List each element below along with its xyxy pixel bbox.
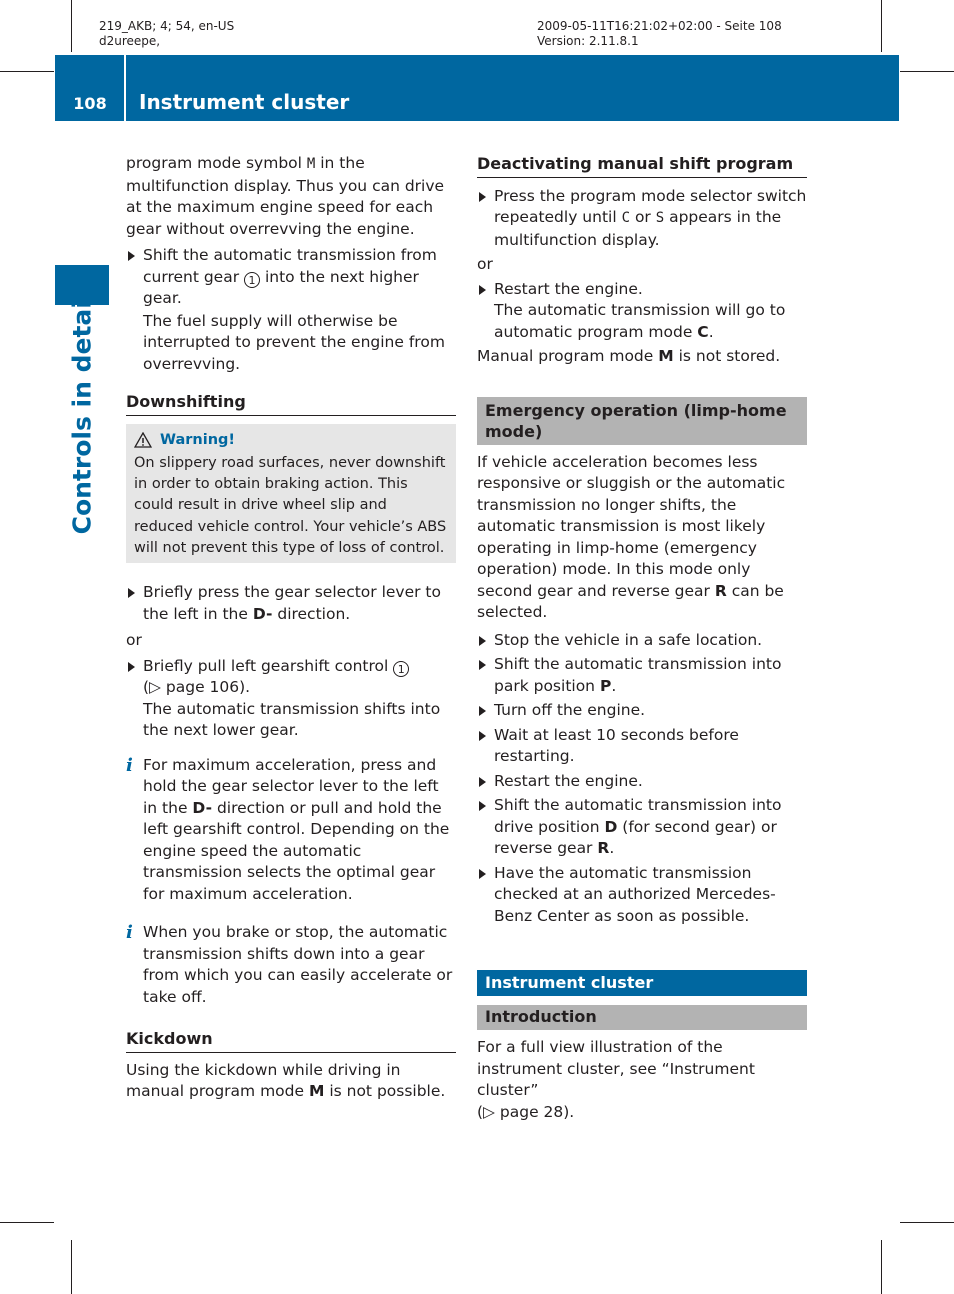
warning-box <box>126 424 456 564</box>
warning-text: On slippery road surfaces, never downshift in order to obtain braking action. This could result in drive wheel slip and reduced vehicle control. Your vehicle’s ABS will not prevent this type of loss of control. <box>134 454 447 556</box>
print-meta-left <box>99 19 234 49</box>
list-item: Turn off the engine. <box>477 700 807 722</box>
section-heading-emergency: Emergency operation (limp-home mode) <box>477 397 807 445</box>
meta-line: d2ureepe, <box>99 34 161 48</box>
section-heading-downshifting: Downshifting <box>126 391 456 416</box>
info-note: i When you brake or stop, the automatic transmission shifts down into a gear from which you can easily accelerate or take off. <box>126 922 453 1006</box>
bullet-arrow-icon <box>479 801 486 811</box>
bullet-arrow-icon <box>128 588 135 598</box>
info-note: i For maximum acceleration, press and hold the gear selector lever to the left in the D- direction or pull and hold the left gearshift control. Depending on the engine speed the automatic transmission selects the optimal gear for maximum acceleration. <box>126 754 450 903</box>
crop-mark <box>900 1222 954 1223</box>
intro-paragraph: program mode symbol M in the multifunction display. Thus you can drive at the maximum engine speed for each gear without overrevving the engine. <box>126 154 445 238</box>
section-heading-kickdown: Kickdown <box>126 1028 456 1053</box>
crop-mark <box>881 1240 882 1294</box>
subsection-heading-introduction: Introduction <box>477 1005 807 1030</box>
list-item: Shift the automatic transmission into park position P. <box>477 654 807 697</box>
bullet-arrow-icon <box>128 662 135 672</box>
list-item: Briefly press the gear selector lever to the left in the D- direction. <box>126 582 456 625</box>
header-separator <box>124 55 126 121</box>
list-item: Shift the automatic transmission from current gear 1 into the next higher gear. The fuel supply will otherwise be interrupted to prevent the engine from overrevving. <box>126 245 456 375</box>
circled-number-icon: 1 <box>393 661 409 677</box>
section-heading-deactivating: Deactivating manual shift program <box>477 153 807 178</box>
crop-mark <box>0 71 54 72</box>
page-title: Instrument cluster <box>139 90 350 114</box>
crop-mark <box>0 1222 54 1223</box>
introduction-paragraph: For a full view illustration of the instrument cluster, see “Instrument cluster” <box>477 1038 755 1099</box>
emergency-paragraph: If vehicle acceleration becomes less responsive or sluggish or the automatic transmission no longer shifts, the automatic transmission is most likely operating in limp-home (emergency operation) mode. In this mode only second gear and reverse gear R can be selected. <box>477 452 786 621</box>
page-reference: (▷ page 106). <box>143 678 251 697</box>
page-reference: (▷ page 28). <box>477 1102 575 1121</box>
list-item: Stop the vehicle in a safe location. <box>477 630 807 652</box>
crop-mark <box>881 0 882 52</box>
list-item: Restart the engine. <box>477 771 807 793</box>
bullet-arrow-icon <box>479 777 486 787</box>
warning-title: Warning! <box>160 431 236 448</box>
print-meta-right <box>537 19 782 49</box>
info-icon: i <box>126 754 133 776</box>
meta-line: 2009-05-11T16:21:02+02:00 - Seite 108 <box>537 19 782 33</box>
circled-number-icon: 1 <box>244 272 260 288</box>
info-icon: i <box>126 922 133 944</box>
or-text: or <box>477 255 493 273</box>
manual-mode-note: Manual program mode M is not stored. <box>477 347 781 365</box>
left-column <box>126 153 456 1103</box>
or-text: or <box>126 631 142 650</box>
bullet-arrow-icon <box>479 869 486 879</box>
list-item: Shift the automatic transmission into drive position D (for second gear) or reverse gear R. <box>477 795 807 860</box>
list-item: Briefly pull left gearshift control 1 (▷ page 106). The automatic transmission shifts into the next lower gear. <box>126 656 456 742</box>
list-item: Restart the engine. The automatic transmission will go to automatic program mode C. <box>477 279 807 344</box>
bullet-arrow-icon <box>479 285 486 295</box>
bullet-arrow-icon <box>479 731 486 741</box>
list-item: Press the program mode selector switch repeatedly until C or S appears in the multifunction display. <box>477 186 807 252</box>
crop-mark <box>900 71 954 72</box>
list-item: Have the automatic transmission checked at an authorized Mercedes-Benz Center as soon as possible. <box>477 863 807 928</box>
bullet-arrow-icon <box>128 251 135 261</box>
crop-mark <box>71 1240 72 1294</box>
section-heading-instrument-cluster: Instrument cluster <box>477 970 807 996</box>
warning-triangle-icon <box>134 432 152 448</box>
bullet-arrow-icon <box>479 192 486 202</box>
bullet-arrow-icon <box>479 660 486 670</box>
bullet-arrow-icon <box>479 636 486 646</box>
crop-mark <box>71 0 72 52</box>
list-item: Wait at least 10 seconds before restarting. <box>477 725 807 768</box>
kickdown-paragraph: Using the kickdown while driving in manual program mode M is not possible. <box>126 1060 446 1101</box>
meta-line: 219_AKB; 4; 54, en-US <box>99 19 235 33</box>
meta-line: Version: 2.11.8.1 <box>537 34 639 48</box>
right-column <box>477 153 807 1123</box>
page-number: 108 <box>73 94 107 113</box>
bullet-arrow-icon <box>479 706 486 716</box>
